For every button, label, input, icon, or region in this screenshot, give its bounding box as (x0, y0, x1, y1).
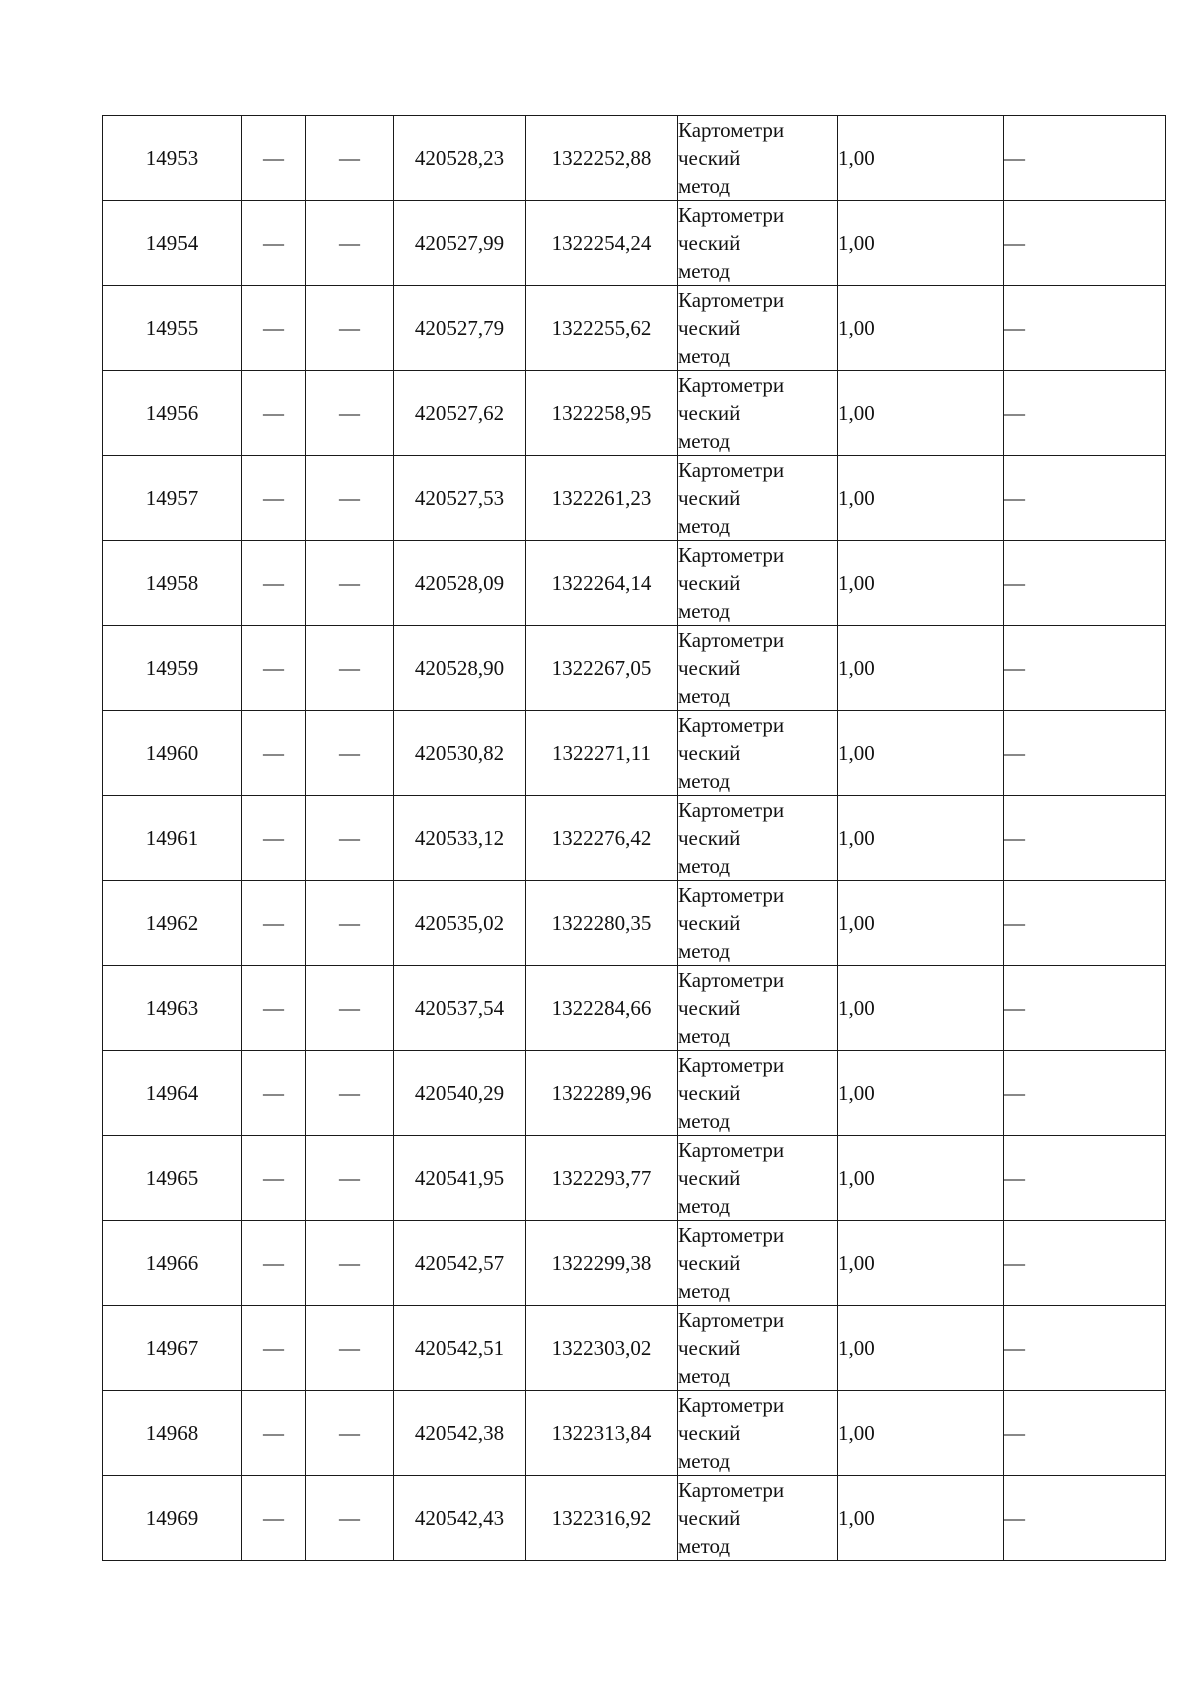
x-coordinate-cell: 420540,29 (394, 1051, 526, 1136)
empty-value-cell: — (306, 1051, 394, 1136)
y-coordinate-cell: 1322303,02 (526, 1306, 678, 1391)
y-coordinate-cell: 1322252,88 (526, 116, 678, 201)
method-cell: Картометри ческий метод (678, 116, 838, 201)
x-coordinate-cell: 420541,95 (394, 1136, 526, 1221)
point-number-cell: 14961 (103, 796, 242, 881)
description-cell: — (1004, 1221, 1166, 1306)
description-cell: — (1004, 1051, 1166, 1136)
accuracy-cell: 1,00 (838, 286, 1004, 371)
empty-value-cell: — (242, 711, 306, 796)
accuracy-cell: 1,00 (838, 796, 1004, 881)
description-cell: — (1004, 371, 1166, 456)
table-row (103, 1136, 1166, 1221)
x-coordinate-cell: 420527,53 (394, 456, 526, 541)
coordinates-table (102, 115, 1166, 1561)
empty-value-cell: — (306, 456, 394, 541)
y-coordinate-cell: 1322293,77 (526, 1136, 678, 1221)
description-cell: — (1004, 456, 1166, 541)
accuracy-cell: 1,00 (838, 541, 1004, 626)
method-cell: Картометри ческий метод (678, 1221, 838, 1306)
method-cell: Картометри ческий метод (678, 456, 838, 541)
accuracy-cell: 1,00 (838, 711, 1004, 796)
table-row (103, 456, 1166, 541)
y-coordinate-cell: 1322299,38 (526, 1221, 678, 1306)
empty-value-cell: — (242, 116, 306, 201)
accuracy-cell: 1,00 (838, 371, 1004, 456)
point-number-cell: 14968 (103, 1391, 242, 1476)
accuracy-cell: 1,00 (838, 201, 1004, 286)
empty-value-cell: — (242, 1051, 306, 1136)
description-cell: — (1004, 1391, 1166, 1476)
x-coordinate-cell: 420528,90 (394, 626, 526, 711)
method-cell: Картометри ческий метод (678, 371, 838, 456)
method-cell: Картометри ческий метод (678, 1136, 838, 1221)
description-cell: — (1004, 1306, 1166, 1391)
x-coordinate-cell: 420542,38 (394, 1391, 526, 1476)
table-row (103, 371, 1166, 456)
method-cell: Картометри ческий метод (678, 541, 838, 626)
y-coordinate-cell: 1322261,23 (526, 456, 678, 541)
x-coordinate-cell: 420528,23 (394, 116, 526, 201)
x-coordinate-cell: 420530,82 (394, 711, 526, 796)
empty-value-cell: — (242, 626, 306, 711)
method-cell: Картометри ческий метод (678, 881, 838, 966)
table-body (103, 116, 1166, 1561)
table-row (103, 1221, 1166, 1306)
y-coordinate-cell: 1322289,96 (526, 1051, 678, 1136)
point-number-cell: 14969 (103, 1476, 242, 1561)
method-cell: Картометри ческий метод (678, 1476, 838, 1561)
method-cell: Картометри ческий метод (678, 1391, 838, 1476)
empty-value-cell: — (306, 626, 394, 711)
method-cell: Картометри ческий метод (678, 1306, 838, 1391)
empty-value-cell: — (306, 1391, 394, 1476)
empty-value-cell: — (242, 286, 306, 371)
point-number-cell: 14966 (103, 1221, 242, 1306)
accuracy-cell: 1,00 (838, 1051, 1004, 1136)
method-cell: Картометри ческий метод (678, 711, 838, 796)
table-row (103, 201, 1166, 286)
empty-value-cell: — (242, 881, 306, 966)
point-number-cell: 14962 (103, 881, 242, 966)
point-number-cell: 14967 (103, 1306, 242, 1391)
description-cell: — (1004, 796, 1166, 881)
x-coordinate-cell: 420527,79 (394, 286, 526, 371)
point-number-cell: 14965 (103, 1136, 242, 1221)
description-cell: — (1004, 626, 1166, 711)
description-cell: — (1004, 1136, 1166, 1221)
description-cell: — (1004, 286, 1166, 371)
empty-value-cell: — (306, 1306, 394, 1391)
table-row (103, 1391, 1166, 1476)
empty-value-cell: — (242, 201, 306, 286)
table-row (103, 286, 1166, 371)
method-cell: Картометри ческий метод (678, 201, 838, 286)
y-coordinate-cell: 1322267,05 (526, 626, 678, 711)
empty-value-cell: — (306, 371, 394, 456)
table-row (103, 966, 1166, 1051)
y-coordinate-cell: 1322258,95 (526, 371, 678, 456)
table-row (103, 1476, 1166, 1561)
table-row (103, 1051, 1166, 1136)
empty-value-cell: — (242, 1476, 306, 1561)
x-coordinate-cell: 420527,99 (394, 201, 526, 286)
accuracy-cell: 1,00 (838, 966, 1004, 1051)
point-number-cell: 14963 (103, 966, 242, 1051)
accuracy-cell: 1,00 (838, 626, 1004, 711)
table-row (103, 796, 1166, 881)
empty-value-cell: — (306, 1136, 394, 1221)
point-number-cell: 14955 (103, 286, 242, 371)
description-cell: — (1004, 711, 1166, 796)
table-row (103, 711, 1166, 796)
empty-value-cell: — (242, 541, 306, 626)
empty-value-cell: — (306, 286, 394, 371)
point-number-cell: 14958 (103, 541, 242, 626)
method-cell: Картометри ческий метод (678, 286, 838, 371)
point-number-cell: 14964 (103, 1051, 242, 1136)
y-coordinate-cell: 1322255,62 (526, 286, 678, 371)
point-number-cell: 14957 (103, 456, 242, 541)
description-cell: — (1004, 881, 1166, 966)
table-row (103, 116, 1166, 201)
empty-value-cell: — (306, 1476, 394, 1561)
y-coordinate-cell: 1322264,14 (526, 541, 678, 626)
x-coordinate-cell: 420537,54 (394, 966, 526, 1051)
description-cell: — (1004, 201, 1166, 286)
accuracy-cell: 1,00 (838, 116, 1004, 201)
empty-value-cell: — (306, 796, 394, 881)
y-coordinate-cell: 1322271,11 (526, 711, 678, 796)
x-coordinate-cell: 420542,51 (394, 1306, 526, 1391)
x-coordinate-cell: 420528,09 (394, 541, 526, 626)
empty-value-cell: — (242, 796, 306, 881)
accuracy-cell: 1,00 (838, 1306, 1004, 1391)
point-number-cell: 14953 (103, 116, 242, 201)
description-cell: — (1004, 116, 1166, 201)
accuracy-cell: 1,00 (838, 456, 1004, 541)
table-row (103, 1306, 1166, 1391)
accuracy-cell: 1,00 (838, 1221, 1004, 1306)
empty-value-cell: — (242, 1136, 306, 1221)
empty-value-cell: — (242, 966, 306, 1051)
empty-value-cell: — (306, 201, 394, 286)
table-row (103, 541, 1166, 626)
empty-value-cell: — (306, 1221, 394, 1306)
empty-value-cell: — (242, 1391, 306, 1476)
accuracy-cell: 1,00 (838, 1391, 1004, 1476)
y-coordinate-cell: 1322280,35 (526, 881, 678, 966)
x-coordinate-cell: 420527,62 (394, 371, 526, 456)
table-row (103, 881, 1166, 966)
table-row (103, 626, 1166, 711)
x-coordinate-cell: 420533,12 (394, 796, 526, 881)
empty-value-cell: — (242, 1306, 306, 1391)
x-coordinate-cell: 420542,57 (394, 1221, 526, 1306)
description-cell: — (1004, 966, 1166, 1051)
point-number-cell: 14956 (103, 371, 242, 456)
method-cell: Картометри ческий метод (678, 966, 838, 1051)
description-cell: — (1004, 541, 1166, 626)
y-coordinate-cell: 1322254,24 (526, 201, 678, 286)
empty-value-cell: — (306, 711, 394, 796)
method-cell: Картометри ческий метод (678, 626, 838, 711)
y-coordinate-cell: 1322316,92 (526, 1476, 678, 1561)
point-number-cell: 14960 (103, 711, 242, 796)
empty-value-cell: — (306, 541, 394, 626)
accuracy-cell: 1,00 (838, 1476, 1004, 1561)
empty-value-cell: — (242, 456, 306, 541)
y-coordinate-cell: 1322313,84 (526, 1391, 678, 1476)
accuracy-cell: 1,00 (838, 1136, 1004, 1221)
empty-value-cell: — (242, 1221, 306, 1306)
empty-value-cell: — (306, 881, 394, 966)
x-coordinate-cell: 420535,02 (394, 881, 526, 966)
x-coordinate-cell: 420542,43 (394, 1476, 526, 1561)
empty-value-cell: — (306, 116, 394, 201)
point-number-cell: 14959 (103, 626, 242, 711)
description-cell: — (1004, 1476, 1166, 1561)
accuracy-cell: 1,00 (838, 881, 1004, 966)
empty-value-cell: — (306, 966, 394, 1051)
y-coordinate-cell: 1322276,42 (526, 796, 678, 881)
point-number-cell: 14954 (103, 201, 242, 286)
y-coordinate-cell: 1322284,66 (526, 966, 678, 1051)
method-cell: Картометри ческий метод (678, 796, 838, 881)
method-cell: Картометри ческий метод (678, 1051, 838, 1136)
empty-value-cell: — (242, 371, 306, 456)
